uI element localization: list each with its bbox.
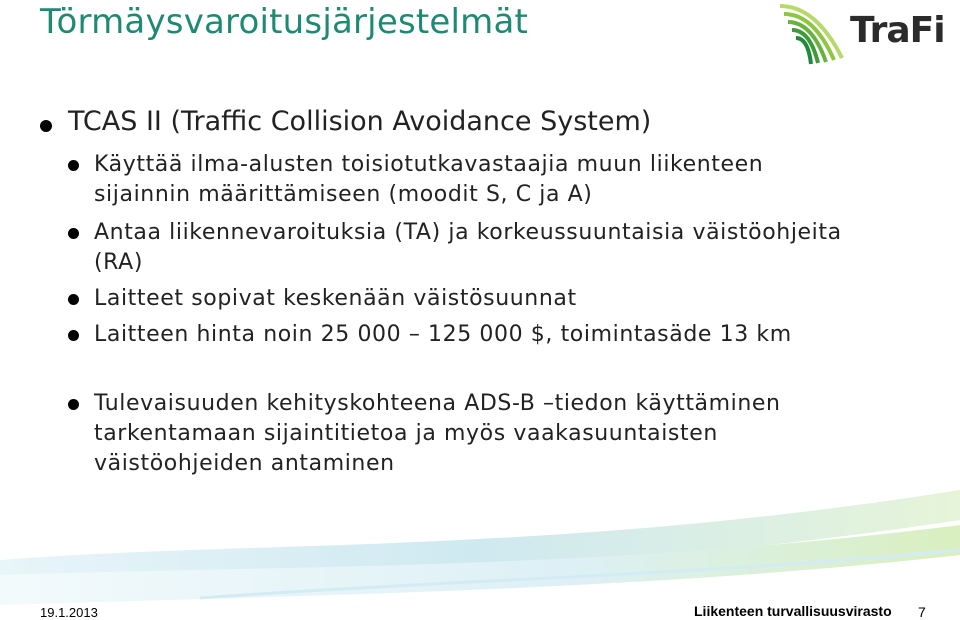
- bullet-dot: [68, 160, 79, 171]
- trafi-logo: [776, 0, 945, 70]
- bullet-text-5: Tulevaisuuden kehityskohteena ADS-B –tiedon käyttäminen tarkentamaan sijaintitietoa ja myös vaakasuuntaisten väistöohjeiden antaminen: [94, 391, 781, 476]
- footer-date: 19.1.2013: [40, 605, 98, 620]
- bullet-dot: [40, 120, 52, 132]
- bullet-dot: [68, 294, 79, 305]
- logo-text: TraFi: [850, 10, 945, 51]
- bullet-text-4: Laitteen hinta noin 25 000 – 125 000 $, toimintasäde 13 km: [94, 322, 792, 347]
- decorative-waves: [0, 480, 960, 620]
- bullet-text-1: Käyttää ilma-alusten toisiotutkavastaajia muun liikenteen sijainnin määrittämiseen (moodit S, C ja A): [94, 152, 764, 207]
- bullet-dot: [68, 228, 79, 239]
- bullet-text-3: Laitteet sopivat keskenään väistösuunnat: [94, 286, 577, 311]
- slide-title: Törmäysvaroitusjärjestelmät: [40, 2, 529, 42]
- bullet-dot: [68, 330, 79, 341]
- heading-bullet-text: TCAS II (Traffic Collision Avoidance System): [68, 106, 652, 137]
- page-number: 7: [918, 604, 926, 620]
- bullet-dot: [68, 399, 79, 410]
- footer-organization: Liikenteen turvallisuusvirasto: [694, 603, 892, 619]
- bullet-text-2: Antaa liikennevaroituksia (TA) ja korkeussuuntaisia väistöohjeita (RA): [94, 220, 842, 275]
- logo-swoosh-icon: [776, 0, 856, 66]
